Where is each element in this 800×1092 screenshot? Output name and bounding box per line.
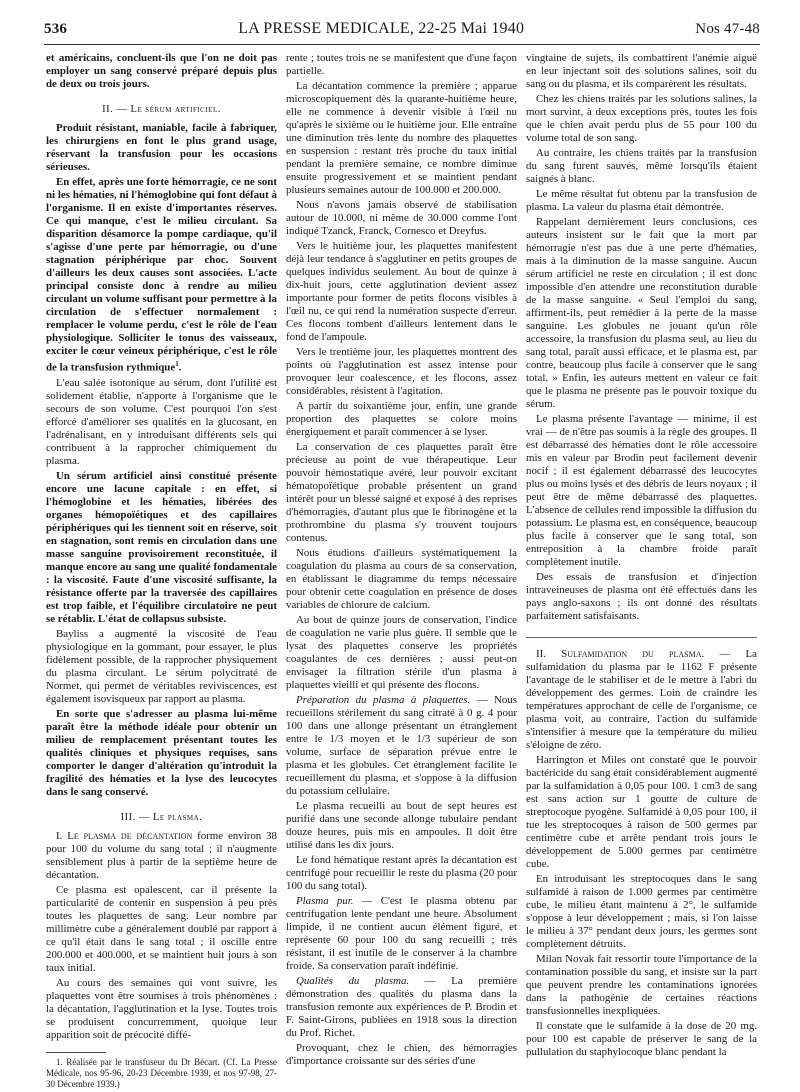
paragraph: Rappelant dernièrement leurs conclusions, ces auteurs insistent sur le fait que la mort par hémorragie n'est pas due à une perte d'hématies, mais à la diminution de la masse sanguine. Aucun sérum artificiel ne reste en circulation ; il est donc impossible d'en attendre une reconstitution durable de la masse sanguine. « Seul l'emploi du sang, affirment-ils, peut remédier à la perte de la masse sanguine. Les globules ne jouant qu'un rôle accessoire, la transfusion du plasma seul, au lieu du sang total, paraît aussi efficace, et le plasma est, par contre, beaucoup plus facile à conserver que le sang total. » Enfin, les auteurs mettent en valeur ce fait que le plasma ne présente pas le pouvoir toxique du sérum.	[526, 216, 757, 410]
header-rule	[44, 44, 760, 45]
paragraph: Bayliss a augmenté la viscosité de l'eau physiologique en la gommant, pour essayer, le plus fidèlement possible, de la rapprocher physiquement du plasma circulant. Le sérum polycitraté de Normet, qui permet de véritables reviviscences, est également isovisqueux par rapport au plasma.	[46, 627, 277, 705]
paragraph: A partir du soixantième jour, enfin, une grande proportion des plaquettes se colore moins énergiquement et paraît commencer à se lyser.	[286, 400, 517, 438]
section-heading-plasma: III. — Le plasma.	[120, 811, 203, 823]
paragraph: Milan Novak fait ressortir toute l'importance de la contamination possible du sang, et insiste sur la part que peuvent prendre les contaminations ignorées dans la pathogénie de certaines réactions transfusionnelles inexpliquées.	[526, 953, 757, 1017]
paragraph: Le plasma présente l'avantage — minime, il est vrai — de n'être pas soumis à la règle des groupes. Il est débarrassé des hématies dont le rôle accessoire mis en valeur par Brodin peut facilement devenir nocif ; il est également débarrassé des leucocytes plus ou moins lysés et des débris de leurs noyaux ; il peut être de même débarrassé des plaquettes. L'absence de cellules rend impossible la diffusion du potassium. Le plasma est, en conséquence, beaucoup plus facile à conserver que le sang total, son entreposition à la chambre froide paraît complètement inutile.	[526, 413, 757, 568]
paragraph: Au bout de quinze jours de conservation, l'indice de coagulation ne varie plus guère. Il semble que le lysat des plaquettes conserve les propriétés coagulantes de ces dernières ; aussi peut-on envisager la filtration stérile d'un plasma à plaquettes vieilli et qui présente des flocons.	[286, 614, 517, 691]
running-header	[44, 20, 760, 42]
paragraph: Un sérum artificiel ainsi constitué présente encore une lacune capitale : en effet, si l'hémoglobine et les hématies, libérées des organes hémopoïétiques et des capillaires périphériques qui les tiennent soit en réserve, soit en stagnation, sont remis en circulation dans une masse sanguine provisoirement reconstituée, il manque encore au sang une qualité fondamentale : la viscosité. Faute d'une viscosité suffisante, la résistance offerte par la traversée des capillaires est trop faible, et l'équilibre circulatoire ne peut se rétablir. L'état de collapsus subsiste.	[46, 469, 277, 625]
paragraph: Harrington et Miles ont constaté que le pouvoir bactéricide du sang était considérablement augmenté par la sulfamidation à 0,05 pour 100. 1 cm3 de sang est sans action sur 1 goutte de culture de streptocoque pyogène. Sulfamidé à 0,05 pour 100, il tue les streptocoques à raison de 500 germes par centimètre cube et arrête pendant trois jours le développement de 5.000 germes par centimètre cube.	[526, 754, 757, 870]
column-3	[526, 52, 757, 1061]
paragraph: Préparation du plasma à plaquettes. — Nous recueillons stérilement du sang citraté à 0 g. 4 pour 100 dans une allonge présentant un étranglement entre le 1/3 moyen et le 1/3 supérieur de son volume, surface de séparation prévue entre le plasma et les globules. Cet étranglement facilite le recueillement du plasma, et s'oppose à la diffusion du potassium cellulaire.	[286, 694, 518, 797]
paragraph: Vers le huitième jour, les plaquettes manifestent déjà leur tendance à s'agglutiner en petits groupes de quelques individus seulement. Au bout de quinze à dix-huit jours, cette agglutination devient assez importante pour former de petits flocons visibles à l'œil nu, ce qui rend la numération suspecte d'erreur. Ces flocons tombent d'ailleurs lentement dans le fond de l'ampoule.	[286, 240, 517, 343]
paragraph: Qualités du plasma. — La première démonstration des qualités du plasma dans la transfusion remonte aux expériences de P. Brodin et F. Saint-Girons, publiées en 1918 sous la direction du Prof. Richet.	[286, 975, 517, 1039]
column-1	[46, 52, 277, 1092]
paragraph: En effet, après une forte hémorragie, ce ne sont ni les hématies, ni l'hémoglobine qui font défaut à l'organisme. Il en existe d'importantes réserves. Ce qui manque, c'est le milieu circulant. Sa disparition désamorce la pompe cardiaque, qu'il s'agisse d'une perte par hémorragie, ou d'une stagnation périphérique par choc. Souvent d'ailleurs les deux causes sont associées. L'acte principal consiste donc à rendre au milieu circulant un volume suffisant pour permettre à la circulation de s'effectuer normalement : remplacer le volume perdu, c'est le rôle de l'eau physiologique. Solliciter le tonus des vaisseaux, exciter le cœur veineux périphérique, c'est le rôle de la transfusion rythmique$^1$.	[46, 176, 277, 374]
paragraph: vingtaine de sujets, ils combattirent l'anémie aiguë en leur injectant soit des solutions salines, soit du sang ou du plasma, et ils comparèrent les résultats.	[526, 52, 757, 90]
footnote-rule	[46, 1052, 106, 1053]
issue-number: Nos 47-48	[695, 21, 760, 37]
paragraph: Plasma pur. — C'est le plasma obtenu par centrifugation lente pendant une heure. Absolument limpide, il ne contient aucun élément figuré, et représente 60 pour 100 du sang recueilli ; très résistant, il est inutile de le conserver à la chambre froide. Sa conservation paraît indéfinie.	[286, 895, 517, 972]
journal-title: LA PRESSE MEDICALE, 22-25 Mai 1940	[238, 20, 525, 37]
paragraph: I. Le plasma de décantation forme environ 38 pour 100 du volume du sang total ; il n'augmente sensiblement plus à partir de la septième heure de décantation.	[46, 829, 277, 881]
paragraph: et américains, concluent-ils que l'on ne doit pas employer un sang conservé préparé depuis plus de deux ou trois jours.	[46, 52, 277, 90]
paragraph: Il constate que le sulfamide à la dose de 20 mg. pour 100 est capable de préserver le sang de la pullulation du staphylocoque blanc pendant la	[526, 1020, 757, 1058]
paragraph: Chez les chiens traités par les solutions salines, la mort survint, à deux exceptions près, toutes les fois que le chien avait perdu plus de 55 pour 100 du volume total de son sang.	[526, 93, 757, 144]
section-divider	[526, 637, 757, 638]
paragraph: Le même résultat fut obtenu par la transfusion de plasma. La valeur du plasma était démontrée.	[526, 188, 757, 213]
paragraph: Vers le trentième jour, les plaquettes montrent des points où l'agglutination est assez intense pour provoquer leur coalescence, et les flocons, assez considérables, résistent à l'agitation.	[286, 346, 517, 397]
section-heading-serum: II. — Le sérum artificiel.	[102, 104, 221, 115]
paragraph: La conservation de ces plaquettes paraît être précieuse au point de vue thérapeutique. Leur pouvoir hémostatique avéré, leur pouvoir excitant hématopoïétique probable présentent un grand intérêt pour un blessé saigné et exposé à des reprises d'hémorragies, d'autant plus que le fibrinogène et la prothrombine du plasma s'y trouvent toujours contenus.	[286, 441, 517, 544]
paragraph: Produit résistant, maniable, facile à fabriquer, les chirurgiens en font le plus grand usage, réservant la transfusion pour les occasions sérieuses.	[46, 122, 277, 173]
paragraph: II. Sulfamidation du plasma. — La sulfamidation du plasma par le 1162 F présente l'avantage de le stabiliser et de le mettre à l'abri du développement des germes. Loin de craindre les températures approchant de celle de l'organisme, ce plasma voit, au contraire, l'action du sulfamide s'intensifier à mesure que la température du milieu s'éloigne de zéro.	[526, 648, 757, 751]
section-heading-sulfamidation: II. Sulfamidation du plasma.	[536, 648, 705, 660]
paragraph: Nous étudions d'ailleurs systématiquement la coagulation du plasma au cours de sa conservation, en établissant le diagramme du temps nécessaire pour obtenir cette coagulation en présence de doses variables de chlorure de calcium.	[286, 547, 517, 611]
paragraph: rente ; toutes trois ne se manifestent que d'une façon partielle.	[286, 52, 517, 77]
footnote: 1. Réalisée par le transfuseur du Dr Bécart. (Cf. La Presse Médicale, nos 95-96, 20-23 Décembre 1939, et nos 97-98, 27-30 Décembre 1939.)	[46, 1056, 277, 1089]
paragraph: Provoquant, chez le chien, des hémorragies d'importance croissante sur des séries d'une	[286, 1042, 517, 1067]
paragraph: Ce plasma est opalescent, car il présente la particularité de contenir en suspension à peu près toutes les plaquettes de sang. Leur nombre par millimètre cube a généralement doublé par rapport à ce qu'il était dans le sang total ; il oscille entre 200.000 et 400.000, et se maintient huit jours à son taux initial.	[46, 883, 277, 974]
paragraph: Au contraire, les chiens traités par la transfusion du sang furent sauvés, même lorsqu'ils étaient saignés à blanc.	[526, 147, 757, 185]
paragraph: Le plasma recueilli au bout de sept heures est purifié dans une seconde allonge tubulaire pendant douze heures, puis mis en ampoules. Il doit être utilisé dans les dix jours.	[286, 800, 517, 851]
paragraph: La décantation commence la première ; apparue microscopiquement dès la quarante-huitième heure, elle ne commence à devenir visible à l'œil nu qu'après le sixième ou le huitième jour. Elle entraîne une diminution très lente du nombre des plaquettes en suspension : restant très proche du taux initial pendant la première semaine, ce nombre diminue ensuite progressivement et se maintient pendant plusieurs semaines autour de 100.000 et 200.000.	[286, 80, 517, 196]
paragraph: En sorte que s'adresser au plasma lui-même paraît être la méthode idéale pour obtenir un milieu de remplacement présentant toutes les qualités cliniques et physiques requises, sans comporter le danger d'altération qu'introduit la fragilité des hématies et la lyse des leucocytes dans le sang conservé.	[46, 707, 277, 798]
paragraph: Au cours des semaines qui vont suivre, les plaquettes vont être soumises à trois phénomènes : la décantation, l'agglutination et la lyse. Toutes trois se produisent concurremment, quoique leur apparition soit de précocité diffé-	[46, 976, 277, 1041]
paragraph: Nous n'avons jamais observé de stabilisation autour de 10.000, ni même de 30.000 comme l'ont indiqué Tzanck, Franck, Cornesco et Dreyfus.	[286, 199, 517, 237]
column-2	[286, 52, 517, 1070]
paragraph: L'eau salée isotonique au sérum, dont l'utilité est solidement établie, n'apporte à l'organisme que le secours de son volume. C'est pourquoi l'on s'est efforcé d'améliorer ses qualités en la glucosant, en l'adrénalisant, en y introduisant différents sels qui contribuent à la rapprocher chimiquement du plasma.	[46, 376, 277, 467]
page-number: 536	[44, 21, 68, 37]
footnote-ref: 1	[175, 360, 179, 368]
paragraph: Des essais de transfusion et d'injection intraveineuses de plasma ont été effectués dans les pays anglo-saxons ; ils ont donné des résultats parfaitement satisfaisants.	[526, 571, 757, 622]
paragraph: Le fond hématique restant après la décantation est centrifugé pour recueillir le reste du plasma (20 pour 100 du sang total).	[286, 854, 517, 892]
paragraph: En introduisant les streptocoques dans le sang sulfamidé à raison de 1.000 germes par centimètre cube, le milieu étant maintenu à 2°, le sulfamide s'oppose à leur développement ; mais, si l'on laisse le milieu à 37° pendant deux jours, les germes sont complètement détruits.	[526, 873, 757, 950]
